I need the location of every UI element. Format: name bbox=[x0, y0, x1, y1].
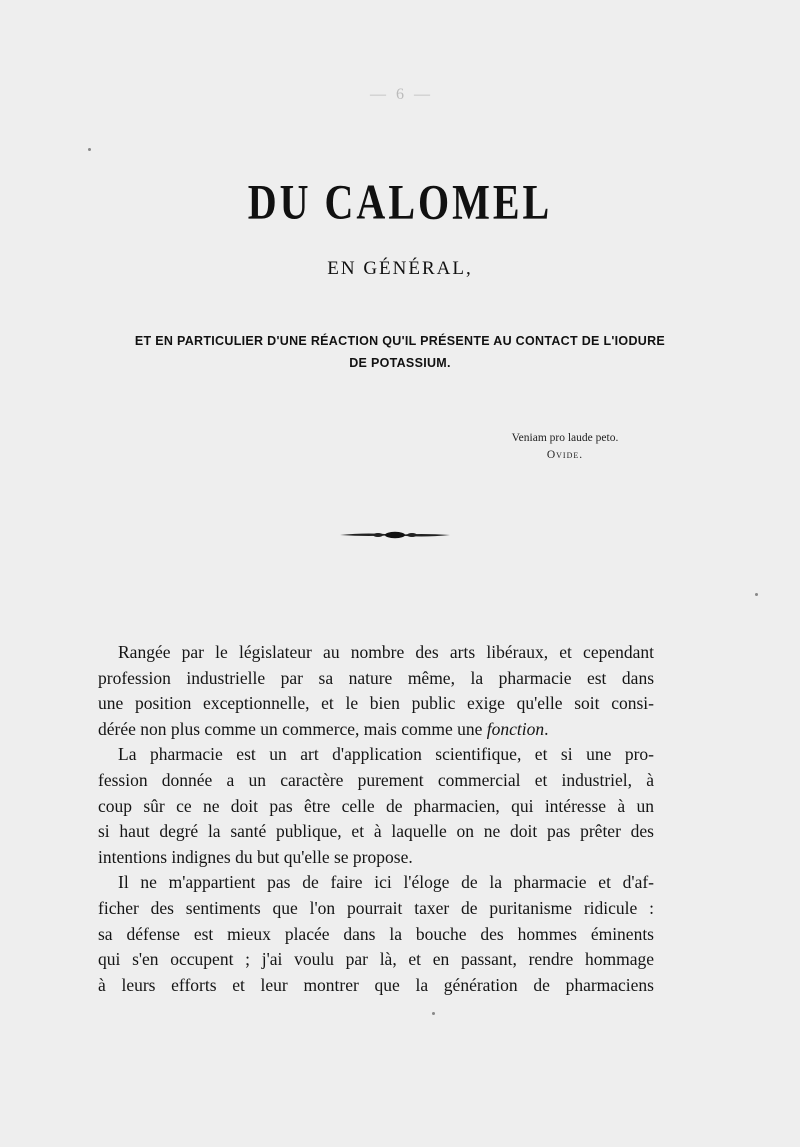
page-title: DU CALOMEL bbox=[247, 173, 553, 230]
page-subtitle: EN GÉNÉRAL, bbox=[327, 258, 473, 279]
text-line: qui s'en occupent ; j'ai voulu par là, et en passant, rendre hommage bbox=[98, 949, 654, 970]
text-line: une position exceptionnelle, et le bien public exige qu'elle soit consi- bbox=[98, 693, 654, 714]
text-line: sa défense est mieux placée dans la bouche des hommes éminents bbox=[98, 923, 654, 944]
text-line: La pharmacie est un art d'application scientifique, et si une pro- bbox=[118, 744, 654, 765]
paper-speck bbox=[88, 148, 91, 151]
text-line: fession donnée a un caractère purement commercial et industriel, à bbox=[98, 769, 654, 790]
text-line: intentions indignes du but qu'elle se propose. bbox=[98, 846, 413, 867]
text-span: . bbox=[544, 718, 549, 739]
page-number-bleedthrough: — 6 — bbox=[370, 86, 433, 103]
body-text bbox=[98, 640, 654, 998]
text-span: dérée non plus comme un commerce, mais comme une bbox=[98, 718, 487, 739]
text-line: coup sûr ce ne doit pas être celle de pharmacien, qui intéresse à un bbox=[98, 795, 654, 816]
paragraph-3 bbox=[98, 870, 654, 998]
emphasis-text: fonction bbox=[486, 718, 545, 739]
epigraph-quote: Veniam pro laude peto. bbox=[511, 432, 619, 444]
fleuron-divider-icon bbox=[340, 530, 450, 540]
text-line: profession industrielle par sa nature même, la pharmacie est dans bbox=[98, 667, 654, 688]
epigraph bbox=[480, 430, 650, 464]
paper-speck bbox=[755, 593, 758, 596]
text-line bbox=[98, 717, 654, 743]
subheading bbox=[130, 330, 670, 374]
text-line: si haut degré la santé publique, et à laquelle on ne doit pas prêter des bbox=[98, 821, 654, 842]
paragraph-1 bbox=[98, 640, 654, 742]
text-line: Rangée par le législateur au nombre des arts libéraux, et cependant bbox=[118, 642, 654, 662]
text-line: à leurs efforts et leur montrer que la génération de pharmaciens bbox=[98, 974, 654, 995]
subheading-line-2: DE POTASSIUM. bbox=[349, 356, 451, 370]
text-line: ficher des sentiments que l'on pourrait taxer de puritanisme ridicule : bbox=[98, 897, 654, 918]
subheading-line-1: ET EN PARTICULIER D'UNE RÉACTION QU'IL PRÉSENTE AU CONTACT DE L'IODURE bbox=[134, 334, 666, 348]
epigraph-author: Ovide. bbox=[546, 449, 584, 461]
paragraph-2 bbox=[98, 742, 654, 870]
paper-speck bbox=[432, 1012, 435, 1015]
text-line: Il ne m'appartient pas de faire ici l'éloge de la pharmacie et d'af- bbox=[118, 872, 654, 893]
